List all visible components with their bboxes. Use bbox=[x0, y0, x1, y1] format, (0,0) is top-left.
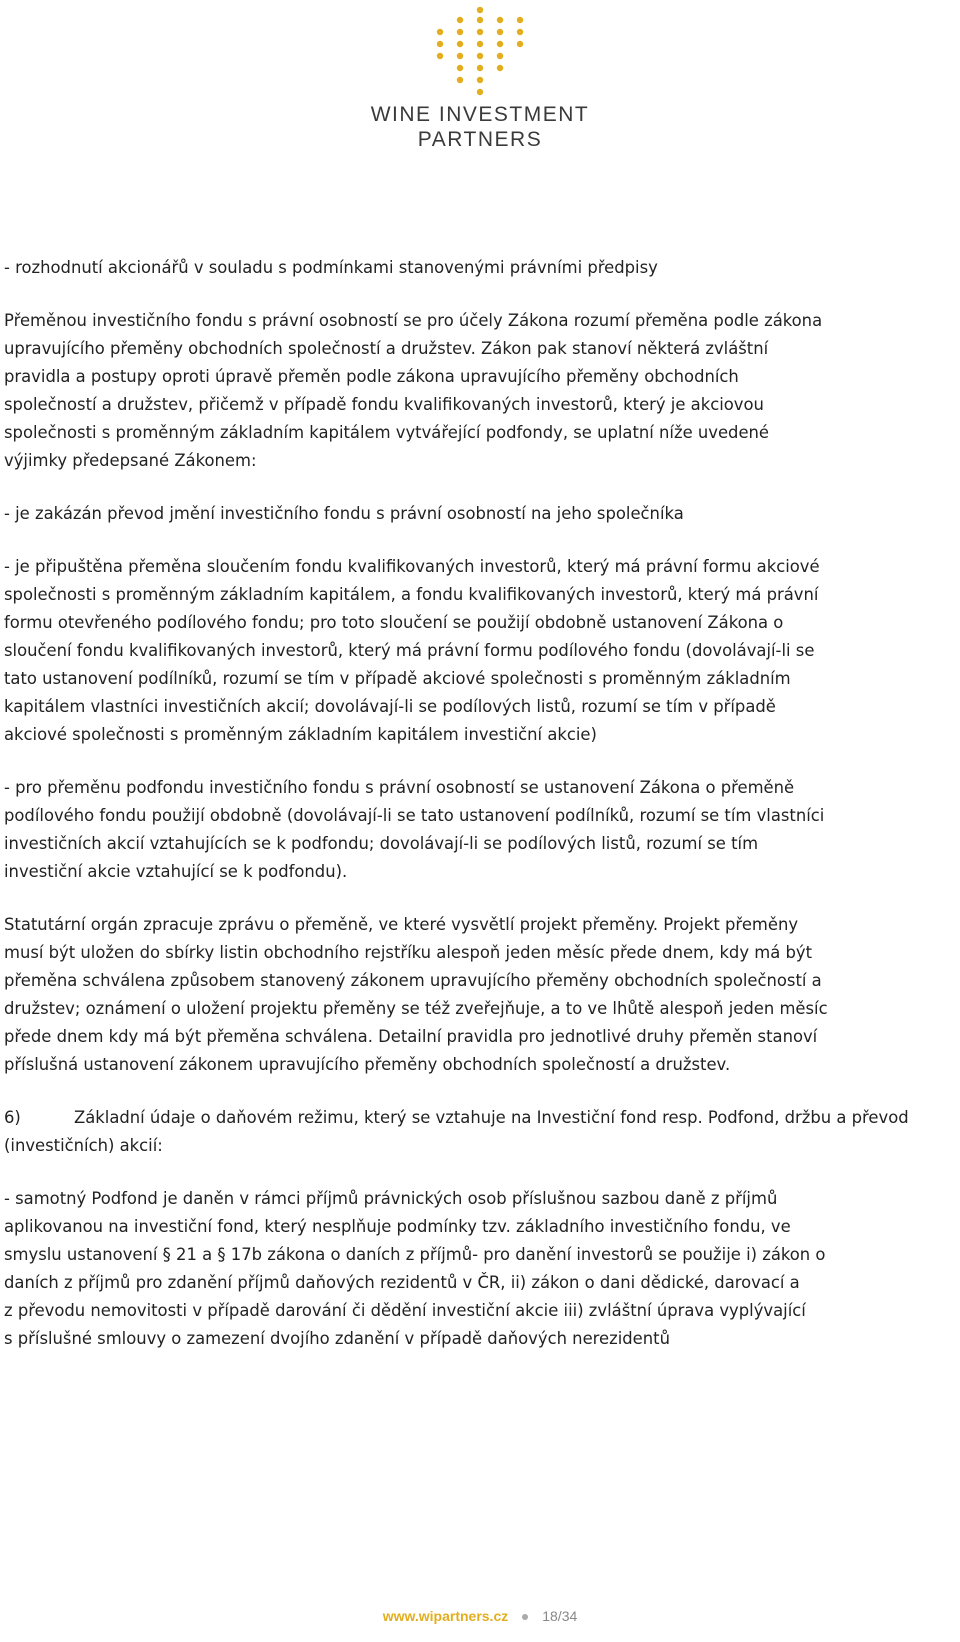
section-heading-tax bbox=[4, 1104, 956, 1160]
bullet-separator-icon bbox=[522, 1614, 528, 1620]
paragraph-transformation-intro: Přeměnou investičního fondu s právní osobností se pro účely Zákona rozumí přeměna podle zákona upravujícího přeměny obchodních společností a družstev. Zákon pak stanoví některá zvláštní pravidla a postupy oproti úpravě přeměn podle zákona upravujícího přeměny obchodních společností a družstev, přičemž v případě fondu kvalifikovaných investorů, který je akciovou společnosti s proměnným základním kapitálem vytvářející podfondy, se uplatní níže uvedené výjimky předepsané Zákonem: bbox=[4, 311, 823, 470]
page-number: 18/34 bbox=[542, 1608, 578, 1624]
section-title: Základní údaje o daňovém režimu, který se vztahuje na Investiční fond resp. Podfond, držbu a převod (investičních) akcií: bbox=[4, 1108, 909, 1155]
paragraph-tax-regime: - samotný Podfond je daněn v rámci příjmů právnických osob příslušnou sazbou daně z příjmů aplikovanou na investiční fond, který nesplňuje podmínky tzv. základního investičního fondu, ve smyslu ustanovení § 21 a § 17b zákona o daních z příjmů- pro danění investorů se použije i) zákon o daních z příjmů pro zdanění příjmů daňových rezidentů v ČR, ii) zákon o dani dědické, darovací a z převodu nemovitosti v případě darování či dědění investiční akcie iii) zvláštní úprava vyplývající s příslušné smlouvy o zamezení dvojího zdanění v případě daňových nerezidentů bbox=[4, 1189, 826, 1348]
company-logo bbox=[0, 0, 960, 160]
paragraph-shareholder-decision: - rozhodnutí akcionářů v souladu s podmínkami stanovenými právními předpisy bbox=[4, 258, 658, 277]
paragraph-statutory-report: Statutární orgán zpracuje zprávu o přeměně, ve které vysvětlí projekt přeměny. Projekt přeměny musí být uložen do sbírky listin obchodního rejstříku alespoň jeden měsíc přede dnem, kdy má být přeměna schválena způsobem stanovený zákonem upravujícího přeměny obchodních společností a družstev; oznámení o uložení projektu přeměny se též zveřejňuje, a to ve lhůtě alespoň jeden měsíc přede dnem kdy má být přeměna schválena. Detailní pravidla pro jednotlivé druhy přeměn stanoví příslušná ustanovení zákonem upravujícího přeměny obchodních společností a družstev. bbox=[4, 915, 828, 1074]
page-footer bbox=[0, 1608, 960, 1624]
document-body bbox=[4, 254, 956, 1378]
paragraph-subfund-transformation: - pro přeměnu podfondu investičního fondu s právní osobností se ustanovení Zákona o přeměně podílového fondu použijí obdobně (dovolávají-li se tato ustanovení podílníků, rozumí se tím vlastníci investičních akcií vztahujících se k podfondu; dovolávají-li se podílových listů, rozumí se tím investiční akcie vztahující se k podfondu). bbox=[4, 778, 825, 881]
website-link[interactable]: www.wipartners.cz bbox=[382, 1608, 509, 1624]
logo-text-line1: WINE INVESTMENT bbox=[370, 103, 590, 126]
section-number: 6) bbox=[4, 1108, 21, 1127]
dot-grid-logo-icon bbox=[400, 6, 560, 96]
logo-text-line2: PARTNERS bbox=[417, 128, 543, 151]
paragraph-asset-transfer-ban: - je zakázán převod jmění investičního fondu s právní osobností na jeho společníka bbox=[4, 504, 684, 523]
paragraph-merger-permitted: - je připuštěna přeměna sloučením fondu kvalifikovaných investorů, který má právní formu akciové společnosti s proměnným základním kapitálem, a fondu kvalifikovaných investorů, který má právní formu otevřeného podílového fondu; pro toto sloučení se použijí obdobně ustanovení Zákona o sloučení fondu kvalifikovaných investorů, který má právní formu podílového fondu (dovolávají-li se tato ustanovení podílníků, rozumí se tím v případě akciové společnosti s proměnným základním kapitálem vlastníci investičních akcií; dovolávají-li se podílových listů, rozumí se tím v případě akciové společnosti s proměnným základním kapitálem investiční akcie) bbox=[4, 557, 820, 744]
